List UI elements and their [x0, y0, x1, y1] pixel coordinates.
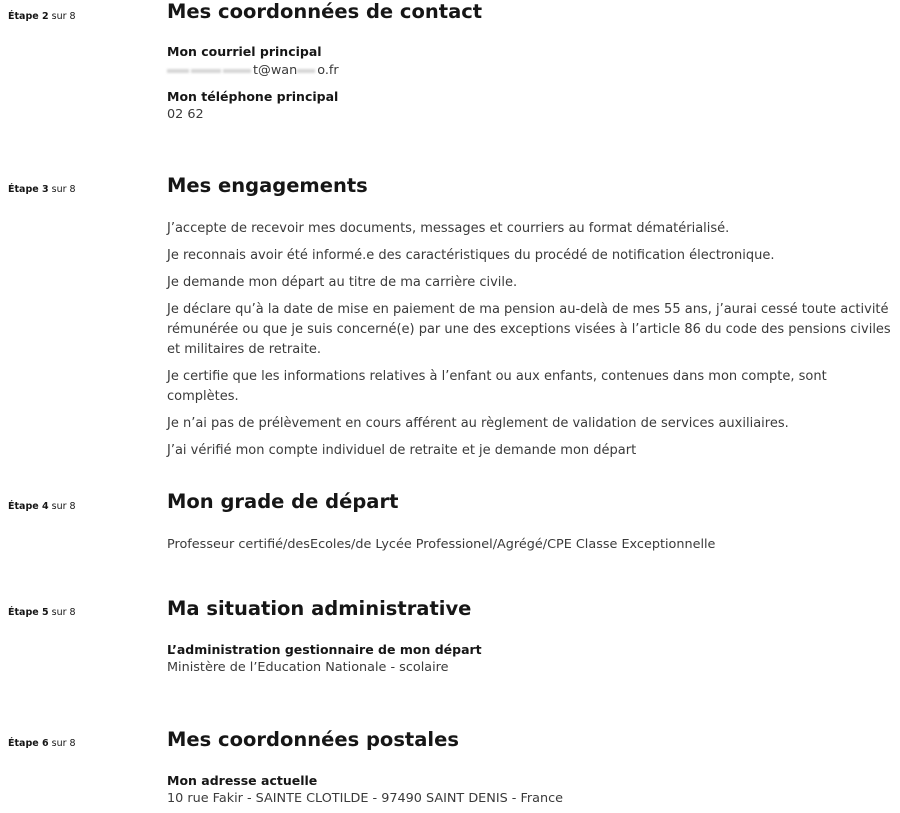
- redacted-text: [191, 69, 221, 73]
- email-visible-end: o.fr: [317, 63, 339, 78]
- commitment-item: J’accepte de recevoir mes documents, messages et courriers au format dématérialisé.: [167, 221, 730, 236]
- step-indicator: [8, 607, 76, 618]
- step-total: sur 8: [48, 501, 76, 512]
- commitments-list: [167, 219, 899, 468]
- step-number: Étape 4: [8, 501, 49, 512]
- address-value: 10 rue Fakir - SAINTE CLOTILDE - 97490 SAINT DENIS - France: [167, 791, 564, 806]
- email-label: Mon courriel principal: [167, 44, 322, 59]
- commitment-item: Je déclare qu’à la date de mise en paiement de ma pension au-delà de mes 55 ans, j’aurai cessé toute activité rémunérée ou que je suis concerné(e) par une des exceptions visées à l’article 86 du code des pensions civiles et militaires de retraite.: [167, 302, 891, 357]
- step-total: sur 8: [48, 11, 76, 22]
- email-value: [167, 63, 339, 78]
- commitment-item: J’ai vérifié mon compte individuel de retraite et je demande mon départ: [167, 443, 637, 458]
- redacted-text: [297, 69, 315, 73]
- section-title: Mes coordonnées postales: [167, 728, 459, 751]
- section-title: Mes coordonnées de contact: [167, 0, 483, 23]
- section-title: Mes engagements: [167, 174, 368, 197]
- redacted-text: [223, 69, 251, 73]
- step-total: sur 8: [48, 184, 76, 195]
- email-visible-part: t@wan: [253, 63, 298, 78]
- section-title: Mon grade de départ: [167, 490, 399, 513]
- step-indicator: [8, 11, 76, 22]
- commitment-item: Je reconnais avoir été informé.e des caractéristiques du procédé de notification électronique.: [167, 248, 775, 263]
- commitment-item: Je n’ai pas de prélèvement en cours afférent au règlement de validation de services auxiliaires.: [167, 416, 789, 431]
- admin-label: L’administration gestionnaire de mon départ: [167, 642, 482, 657]
- step-indicator: [8, 738, 76, 749]
- step-total: sur 8: [48, 738, 76, 749]
- section-title: Ma situation administrative: [167, 597, 472, 620]
- step-indicator: [8, 184, 76, 195]
- admin-value: Ministère de l’Education Nationale - scolaire: [167, 660, 449, 675]
- phone-value: 02 62: [167, 107, 204, 122]
- phone-label: Mon téléphone principal: [167, 89, 339, 104]
- commitment-item: Je demande mon départ au titre de ma carrière civile.: [167, 275, 518, 290]
- step-total: sur 8: [48, 607, 76, 618]
- step-number: Étape 2: [8, 11, 49, 22]
- step-number: Étape 3: [8, 184, 49, 195]
- address-label: Mon adresse actuelle: [167, 773, 318, 788]
- commitment-item: Je certifie que les informations relatives à l’enfant ou aux enfants, contenues dans mon compte, sont complètes.: [167, 369, 827, 404]
- step-indicator: [8, 501, 76, 512]
- step-number: Étape 5: [8, 607, 49, 618]
- redacted-text: [167, 69, 189, 73]
- grade-value: Professeur certifié/desEcoles/de Lycée Professionel/Agrégé/CPE Classe Exceptionnelle: [167, 537, 716, 552]
- step-number: Étape 6: [8, 738, 49, 749]
